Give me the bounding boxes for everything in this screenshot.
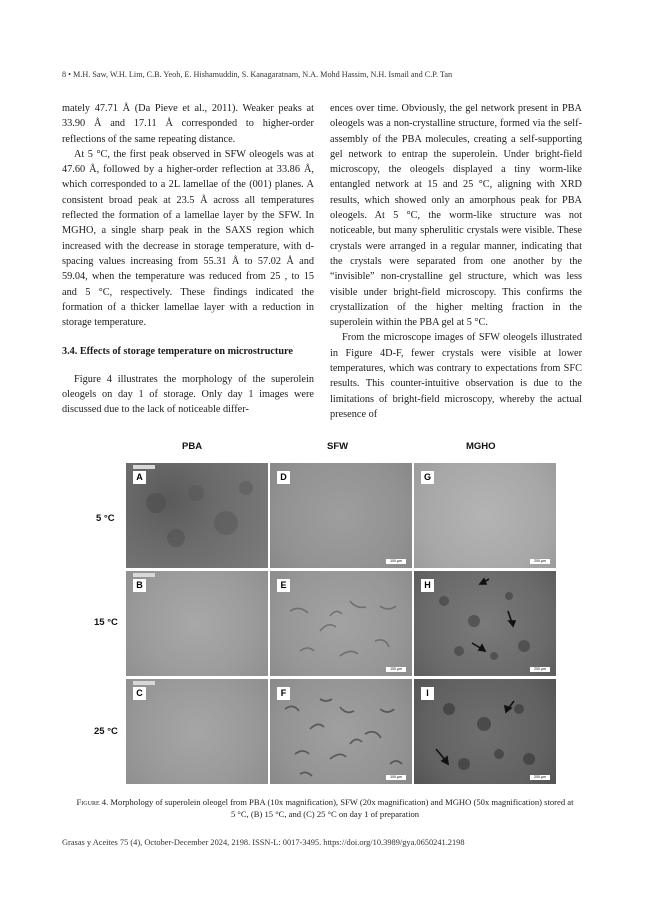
- micrograph-texture: [126, 463, 268, 568]
- micrograph-g: [414, 463, 556, 568]
- panel-letter: D: [277, 471, 290, 484]
- scale-bar: 200 µm: [530, 667, 550, 672]
- left-paragraph-1: mately 47.71 Å (Da Pieve et al., 2011). Weaker peaks at 33.90 Å and 17.11 Å corresponded to higher-order reflections of the same repeating distance.: [62, 103, 314, 145]
- micrograph-h: [414, 571, 556, 676]
- scale-bar: 200 µm: [530, 775, 550, 780]
- panel-letter: F: [277, 687, 290, 700]
- left-paragraph-3: Figure 4 illustrates the morphology of the superolein oleogels on day 1 of storage. Only day 1 images were discussed due to the lack of noticeable differ-: [62, 373, 314, 416]
- figure-caption-text: Morphology of superolein oleogel from PBA (10x magnification), SFW (20x magnification) and MGHO (50x magnification) stored at 5 °C, (B) 15 °C, and (C) 25 °C on day 1 of preparation: [108, 797, 574, 819]
- panel-letter: B: [133, 579, 146, 592]
- running-head: 8 • M.H. Saw, W.H. Lim, C.B. Yeoh, E. Hishamuddin, S. Kanagaratnam, N.A. Mohd Hassim, N.H. Ismail and C.P. Tan: [62, 70, 453, 79]
- micrograph-a: [126, 463, 268, 568]
- scale-label-top: [133, 681, 155, 685]
- scale-bar: 100 µm: [386, 667, 406, 672]
- figure-caption-label: Figure 4.: [76, 797, 109, 807]
- micrograph-i: [414, 679, 556, 784]
- left-paragraph-2: At 5 °C, the first peak observed in SFW oleogels was at 47.60 Å, followed by a higher-order reflection at 33.86 Å, which corresponded to a 2L lamellae of the (001) planes. A consistent broad peak at 23.5 Å across all temperatures reflected the formation of a lamellae layer by the SFW. In MGHO, a single sharp peak in the SAXS region which increased with the decrease in storage temperature, with d-spacing values increasing from 55.31 Å to 57.02 Å and 59.04, when the temperature was reduced from 25 , to 15 and 5 °C, respectively. These findings indicated the formation of a thicker lamellae layer with a reduction in storage temperature.: [62, 148, 314, 329]
- left-column: [62, 101, 314, 418]
- panel-letter: G: [421, 471, 434, 484]
- scale-bar: 100 µm: [386, 559, 406, 564]
- panel-letter: A: [133, 471, 146, 484]
- scale-bar: 100 µm: [386, 775, 406, 780]
- column-label-pba: PBA: [182, 441, 203, 452]
- row-label-25c: 25 °C: [94, 726, 118, 737]
- micrograph-c: [126, 679, 268, 784]
- micrograph-d: [270, 463, 412, 568]
- micrograph-texture: [414, 679, 556, 784]
- panel-letter: C: [133, 687, 146, 700]
- panel-letter: H: [421, 579, 434, 592]
- micrograph-b: [126, 571, 268, 676]
- panel-letter: I: [421, 687, 434, 700]
- scale-label-top: [133, 465, 155, 469]
- micrograph-texture: [414, 571, 556, 676]
- micrograph-texture: [270, 571, 412, 676]
- figure-4: [80, 441, 572, 789]
- column-label-mgho: MGHO: [466, 441, 496, 452]
- micrograph-e: [270, 571, 412, 676]
- section-heading: 3.4. Effects of storage temperature on microstructure: [62, 346, 293, 358]
- scale-bar: 200 µm: [530, 559, 550, 564]
- figure-caption: [76, 796, 574, 820]
- row-label-5c: 5 °C: [96, 513, 115, 524]
- scale-label-top: [133, 573, 155, 577]
- panel-letter: E: [277, 579, 290, 592]
- micrograph-texture: [270, 679, 412, 784]
- row-label-15c: 15 °C: [94, 617, 118, 628]
- right-paragraph-1: ences over time. Obviously, the gel network present in PBA oleogels was a non-crystalline structure, formed via the self-assembly of the PBA molecules, creating a self-supporting gel network to entrap the superolein. Under bright-field microscopy, the oleogels displayed a tiny worm-like entangled network at 15 and 25 °C, aligning with XRD results, which showed only an amorphous peak for PBA oleogels. At 5 °C, the worm-like structure was not noticeable, but many spherulitic crystals were visible. These crystals were arranged in a regular manner, indicating that the crystals were separated from one another by the “invisible” non-crystalline gel structure, which was less visible under bright-field microscopy. This confirms the crystallization of the higher melting fraction in the superolein within the PBA gel at 5 °C.: [330, 103, 582, 329]
- column-label-sfw: SFW: [327, 441, 349, 452]
- micrograph-f: [270, 679, 412, 784]
- right-column: [330, 101, 582, 422]
- page-footer: Grasas y Aceites 75 (4), October-December 2024, 2198. ISSN-L: 0017-3495. https://doi.org/10.3989/gya.0650241.2198: [62, 838, 465, 847]
- right-paragraph-2: From the microscope images of SFW oleogels illustrated in Figure 4D-F, fewer crystals were visible at lower temperatures, which was contrary to expectations from SFC results. This counter-intuitive observation is due to the limitations of bright-field microscopy, whereby the actual presence of: [330, 332, 582, 420]
